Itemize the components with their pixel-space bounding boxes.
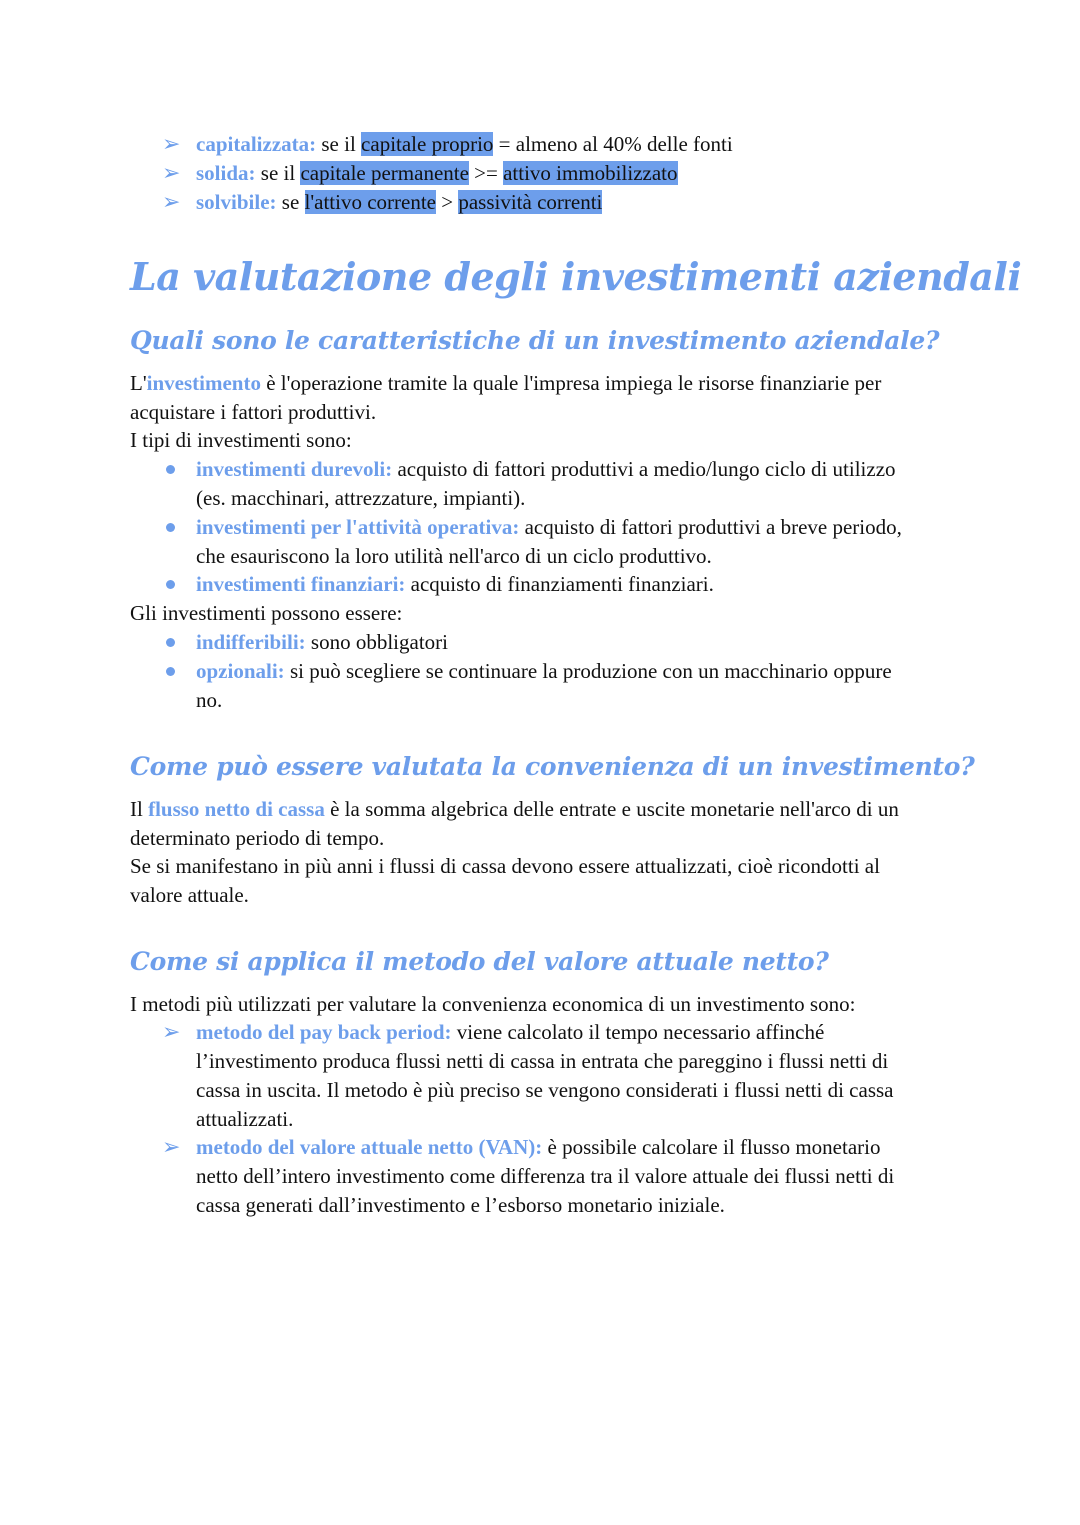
text: cassa in uscita. Il metodo è più preciso se vengono considerati i flussi netti di cassa	[196, 1078, 894, 1102]
text: attualizzati.	[196, 1107, 294, 1131]
text: I metodi più utilizzati per valutare la convenienza economica di un investimento sono:	[130, 992, 856, 1016]
text: determinato periodo di tempo.	[130, 826, 385, 850]
section-heading: Come può essere valutata la convenienza di un investimento?	[130, 752, 975, 781]
highlight: l'attivo corrente	[304, 190, 436, 214]
text: acquisto di fattori produttivi a breve periodo,	[519, 515, 902, 539]
highlight: capitale proprio	[361, 132, 494, 156]
text: Se si manifestano in più anni i flussi di cassa devono essere attualizzati, cioè ricondotti al	[130, 854, 880, 878]
text: Il	[130, 797, 149, 821]
text: viene calcolato il tempo necessario affinché	[451, 1020, 825, 1044]
text: è possibile calcolare il flusso monetario	[542, 1135, 881, 1159]
text: valore attuale.	[130, 883, 249, 907]
keyword: indifferibili:	[196, 630, 306, 654]
term: solida:	[196, 161, 256, 185]
keyword: metodo del valore attuale netto (VAN):	[196, 1135, 543, 1159]
highlight: capitale permanente	[300, 161, 469, 185]
dot-bullet-icon	[166, 523, 175, 532]
dot-bullet-icon	[166, 638, 175, 647]
text: (es. macchinari, attrezzature, impianti).	[196, 486, 526, 510]
dot-bullet-icon	[166, 667, 175, 676]
arrow-bullet-icon: ➢	[162, 190, 181, 215]
keyword: investimenti per l'attività operativa:	[196, 515, 520, 539]
text: acquistare i fattori produttivi.	[130, 400, 377, 424]
dot-bullet-icon	[166, 580, 175, 589]
text: l’investimento produca flussi netti di cassa in entrata che pareggino i flussi netti di	[196, 1049, 889, 1073]
arrow-bullet-icon: ➢	[162, 161, 181, 186]
text: >=	[468, 161, 504, 185]
text: è la somma algebrica delle entrate e uscite monetarie nell'arco di un	[324, 797, 899, 821]
term: solvibile:	[196, 190, 277, 214]
keyword: investimento	[146, 371, 261, 395]
keyword: flusso netto di cassa	[148, 797, 325, 821]
keyword: metodo del pay back period:	[196, 1020, 452, 1044]
text: = almeno al 40% delle fonti	[493, 132, 733, 156]
keyword: investimenti finanziari:	[196, 572, 406, 596]
text: acquisto di fattori produttivi a medio/lungo ciclo di utilizzo	[392, 457, 896, 481]
text: è l'operazione tramite la quale l'impresa impiega le risorse finanziarie per	[260, 371, 882, 395]
highlight: attivo immobilizzato	[503, 161, 678, 185]
text: se	[276, 190, 305, 214]
arrow-bullet-icon: ➢	[162, 1135, 181, 1160]
text: che esauriscono la loro utilità nell'arco di un ciclo produttivo.	[196, 544, 712, 568]
keyword: investimenti durevoli:	[196, 457, 393, 481]
text: se il	[255, 161, 301, 185]
arrow-bullet-icon: ➢	[162, 132, 181, 157]
arrow-bullet-icon: ➢	[162, 1020, 181, 1045]
page-title: La valutazione degli investimenti aziendali	[130, 254, 1022, 299]
text: Gli investimenti possono essere:	[130, 601, 403, 625]
highlight: passività correnti	[458, 190, 603, 214]
section-heading: Come si applica il metodo del valore attuale netto?	[130, 947, 829, 976]
text: si può scegliere se continuare la produzione con un macchinario oppure	[284, 659, 892, 683]
text: I tipi di investimenti sono:	[130, 428, 352, 452]
text: acquisto di finanziamenti finanziari.	[405, 572, 714, 596]
text: L'	[130, 371, 147, 395]
dot-bullet-icon	[166, 465, 175, 474]
term: capitalizzata:	[196, 132, 317, 156]
keyword: opzionali:	[196, 659, 285, 683]
text: no.	[196, 688, 223, 712]
text: se il	[316, 132, 362, 156]
text: cassa generati dall’investimento e l’esborso monetario iniziale.	[196, 1193, 725, 1217]
section-heading: Quali sono le caratteristiche di un investimento aziendale?	[130, 326, 940, 355]
text: netto dell’intero investimento come differenza tra il valore attuale dei flussi netti di	[196, 1164, 895, 1188]
text: >	[436, 190, 459, 214]
text: sono obbligatori	[305, 630, 448, 654]
